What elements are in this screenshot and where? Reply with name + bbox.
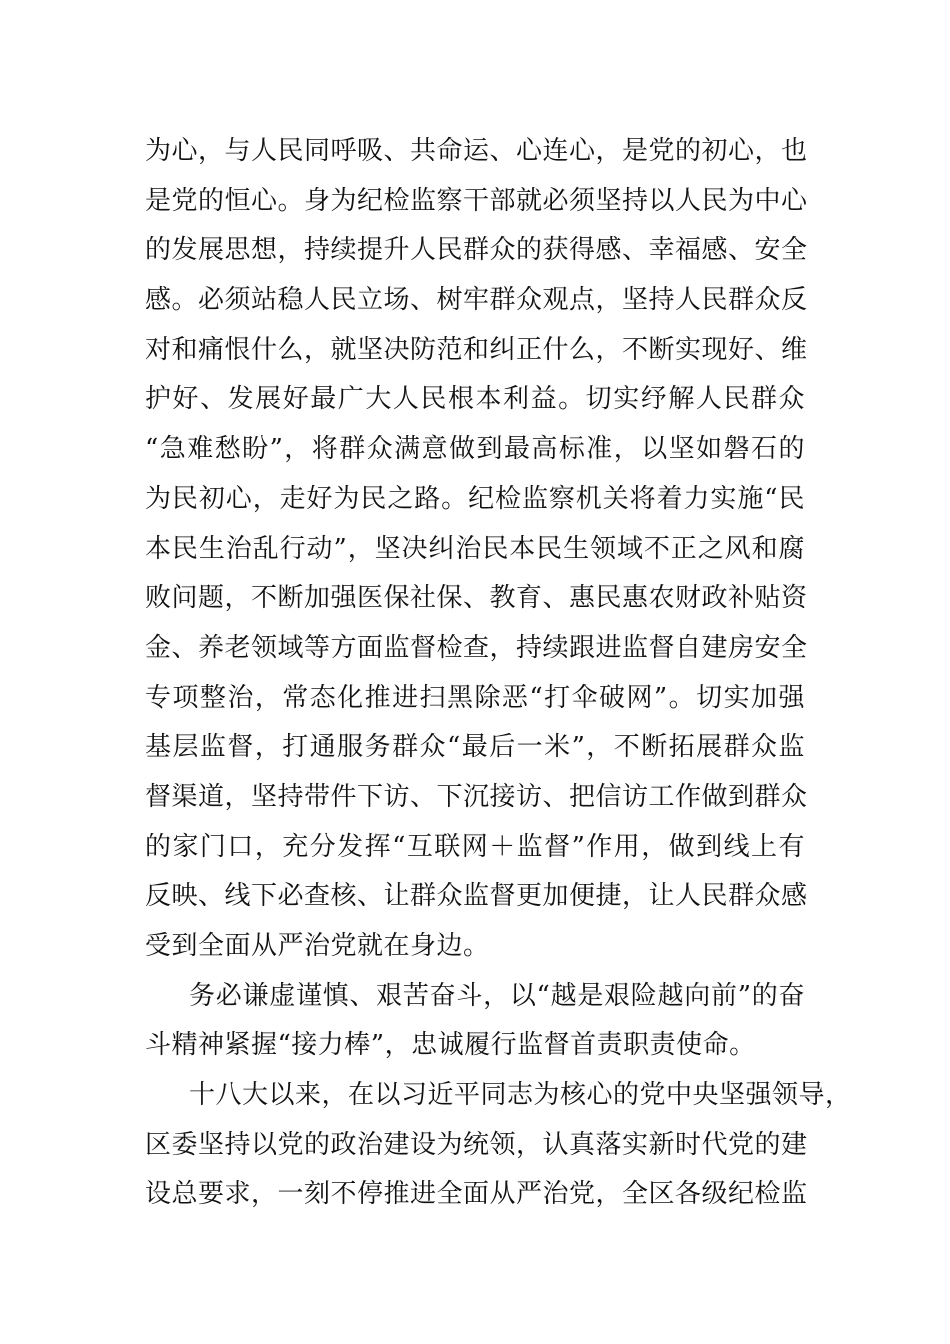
text-line: 设总要求，一刻不停推进全面从严治党，全区各级纪检监 [145,1179,808,1210]
text-line: 护好、发展好最广大人民根本利益。切实纾解人民群众 [145,384,805,415]
text-line: “急难愁盼”，将群众满意做到最高标准，以坚如磐石的 [145,434,805,465]
body-text [145,127,852,1220]
text-line: 的发展思想，持续提升人民群众的获得感、幸福感、安全 [145,235,808,266]
text-line: 斗精神紧握“接力棒”，忠诚履行监督首责职责使命。 [145,1030,756,1061]
paragraph-start-line: 十八大以来，在以习近平同志为核心的党中央坚强领导， [189,1080,852,1111]
text-line: 为民初心，走好为民之路。纪检监察机关将着力实施“民 [145,483,805,514]
text-line: 对和痛恨什么，就坚决防范和纠正什么，不断实现好、维 [145,334,808,365]
text-line: 基层监督，打通服务群众“最后一米”，不断拓展群众监 [145,732,805,763]
text-line: 受到全面从严治党就在身边。 [145,931,490,961]
text-line: 的家门口，充分发挥“互联网＋监督”作用，做到线上有 [145,831,805,862]
text-line: 败问题，不断加强医保社保、教育、惠民惠农财政补贴资 [145,583,808,614]
text-line: 本民生治乱行动”，坚决纠治民本民生领域不正之风和腐 [145,533,805,564]
text-line: 为心，与人民同呼吸、共命运、心连心，是党的初心，也 [145,136,808,166]
text-line: 专项整治，常态化推进扫黑除恶“打伞破网”。切实加强 [145,682,805,713]
text-line: 是党的恒心。身为纪检监察干部就必须坚持以人民为中心 [145,185,808,216]
text-line: 金、养老领域等方面监督检查，持续跟进监督自建房安全 [145,632,808,663]
text-line: 督渠道，坚持带件下访、下沉接访、把信访工作做到群众 [145,781,808,812]
text-line: 感。必须站稳人民立场、树牢群众观点，坚持人民群众反 [145,285,808,316]
text-line: 区委坚持以党的政治建设为统领，认真落实新时代党的建 [145,1129,808,1160]
paragraph-start-line: 务必谦虚谨慎、艰苦奋斗，以“越是艰险越向前”的奋 [189,980,805,1011]
text-line: 反映、线下必查核、让群众监督更加便捷，让人民群众感 [145,881,808,912]
